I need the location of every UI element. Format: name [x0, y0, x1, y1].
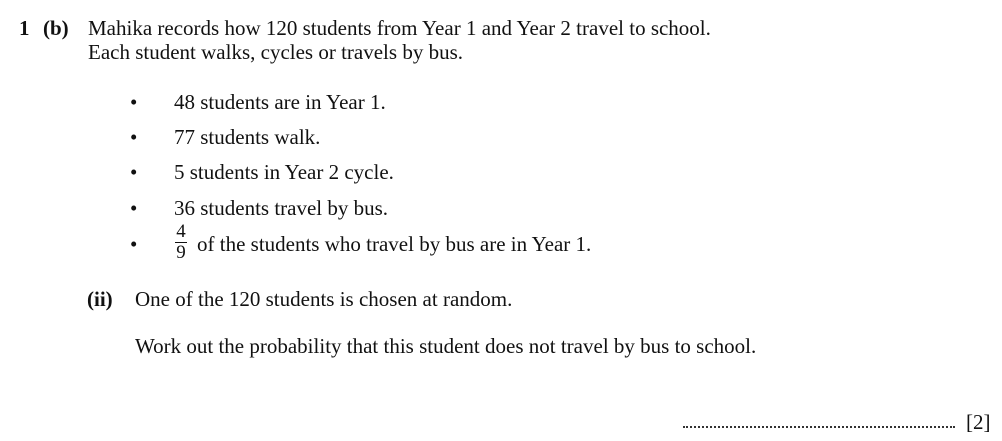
question-number: 1: [19, 16, 30, 40]
marks: [2]: [966, 410, 991, 434]
question-part: (b): [43, 16, 69, 40]
bullet-icon: •: [130, 196, 138, 220]
answer-line[interactable]: [683, 416, 955, 428]
bullet-icon: •: [130, 160, 138, 184]
intro-line-1: Mahika records how 120 students from Year 1 and Year 2 travel to school.: [88, 16, 711, 40]
subpart-line-2: Work out the probability that this student does not travel by bus to school.: [135, 334, 757, 358]
bullet-icon: •: [130, 232, 138, 256]
bullet-item: 77 students walk.: [174, 125, 321, 149]
fraction-numerator: 4: [176, 221, 186, 242]
fraction: [175, 223, 187, 262]
bullet-item: of the students who travel by bus are in Year 1.: [197, 232, 592, 256]
subpart-label: (ii): [87, 287, 113, 311]
bullet-icon: •: [130, 125, 138, 149]
bullet-item: 48 students are in Year 1.: [174, 90, 386, 114]
bullet-item: 36 students travel by bus.: [174, 196, 389, 220]
bullet-icon: •: [130, 90, 138, 114]
subpart-line-1: One of the 120 students is chosen at random.: [135, 287, 513, 311]
fraction-denominator: 9: [176, 242, 186, 263]
bullet-item: 5 students in Year 2 cycle.: [174, 160, 394, 184]
intro-line-2: Each student walks, cycles or travels by bus.: [88, 40, 463, 64]
